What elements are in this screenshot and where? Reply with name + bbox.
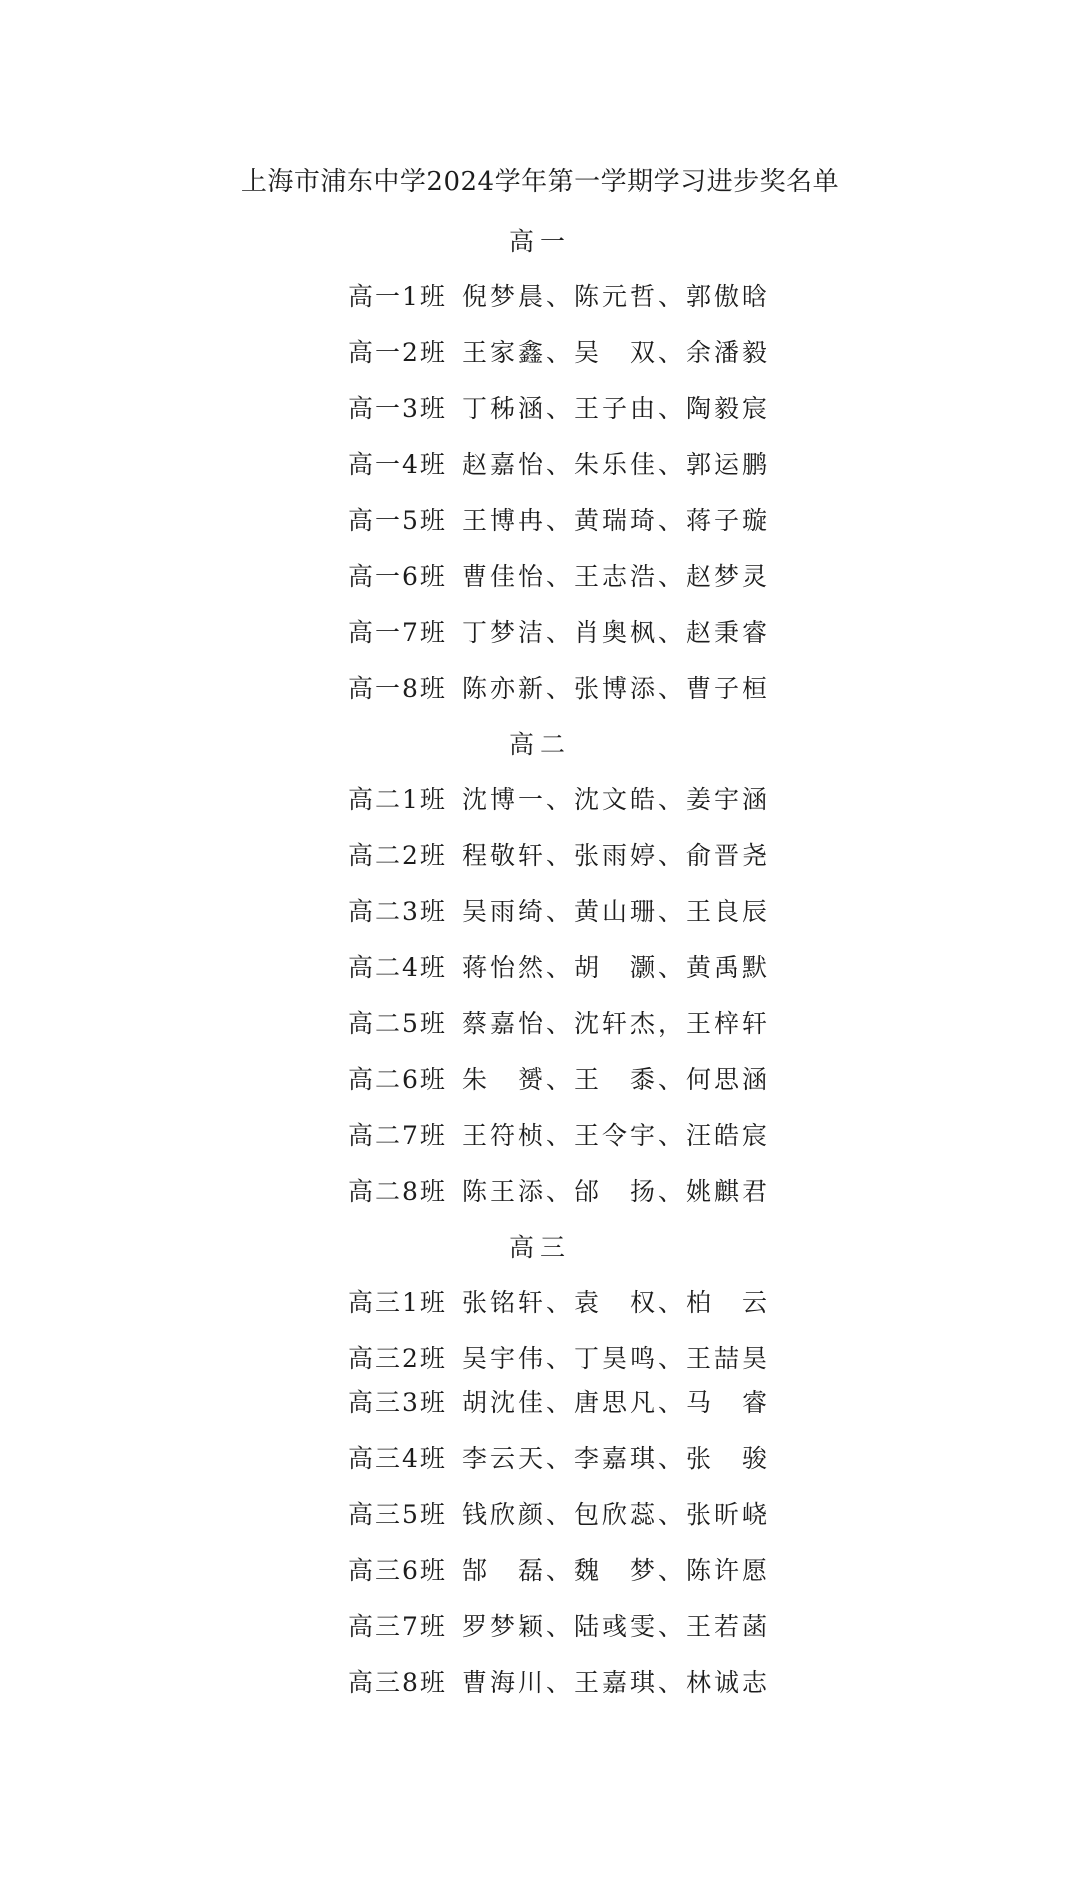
student-names: 吴雨绮、黄山珊、王良辰	[462, 897, 771, 926]
class-label: 高二3班	[348, 897, 447, 926]
class-label: 高三7班	[348, 1612, 447, 1641]
student-names: 郜 磊、魏 梦、陈许愿	[462, 1556, 771, 1585]
student-names: 朱 赟、王 黍、何思涵	[462, 1065, 771, 1094]
class-label: 高三2班	[348, 1344, 447, 1373]
student-names: 蒋怡然、胡 灏、黄禹默	[462, 953, 771, 982]
class-label: 高三1班	[348, 1288, 447, 1317]
class-label: 高一3班	[348, 394, 447, 423]
list-item	[348, 613, 770, 653]
list-item	[348, 445, 770, 485]
list-item	[348, 557, 770, 597]
student-names: 陈亦新、张博添、曹子桓	[462, 674, 771, 703]
class-label: 高一4班	[348, 450, 447, 479]
section-heading: 高二	[508, 730, 571, 759]
list-item	[348, 277, 770, 317]
student-names: 张铭轩、袁 权、柏 云	[462, 1288, 771, 1317]
student-names: 曹海川、王嘉琪、林诚志	[462, 1668, 771, 1697]
list-item	[348, 836, 770, 876]
list-item	[348, 1283, 770, 1323]
document-title: 上海市浦东中学2024学年第一学期学习进步奖名单	[240, 167, 840, 197]
class-label: 高一8班	[348, 674, 447, 703]
student-names: 丁秭涵、王子由、陶毅宸	[462, 394, 771, 423]
class-label: 高二2班	[348, 841, 447, 870]
class-label: 高一7班	[348, 618, 447, 647]
section-heading: 高三	[508, 1233, 571, 1262]
class-label: 高二4班	[348, 953, 447, 982]
list-item	[348, 892, 770, 932]
student-names: 曹佳怡、王志浩、赵梦灵	[462, 562, 771, 591]
list-item	[348, 1551, 770, 1591]
student-names: 王家鑫、吴 双、余潘毅	[462, 338, 771, 367]
student-names: 吴宇伟、丁昊鸣、王喆昊	[462, 1344, 771, 1373]
class-label: 高三3班	[348, 1388, 447, 1417]
student-names: 王博冉、黄瑞琦、蒋子璇	[462, 506, 771, 535]
list-item	[348, 948, 770, 988]
student-names: 程敬轩、张雨婷、俞晋尧	[462, 841, 771, 870]
class-label: 高一5班	[348, 506, 447, 535]
student-names: 沈博一、沈文皓、姜宇涵	[462, 785, 771, 814]
class-label: 高三6班	[348, 1556, 447, 1585]
list-item	[348, 1663, 770, 1703]
list-item	[348, 780, 770, 820]
class-label: 高二1班	[348, 785, 447, 814]
class-label: 高三5班	[348, 1500, 447, 1529]
class-label: 高三4班	[348, 1444, 447, 1473]
student-names: 陈王添、邰 扬、姚麒君	[462, 1177, 771, 1206]
list-item	[348, 1172, 770, 1212]
list-item	[348, 1116, 770, 1156]
student-names: 赵嘉怡、朱乐佳、郭运鹏	[462, 450, 771, 479]
class-label: 高一1班	[348, 282, 447, 311]
student-names: 王符桢、王令宇、汪皓宸	[462, 1121, 771, 1150]
student-names: 罗梦颖、陆彧雯、王若菡	[462, 1612, 771, 1641]
list-item	[348, 333, 770, 373]
section-heading: 高一	[508, 227, 571, 256]
class-label: 高二8班	[348, 1177, 447, 1206]
list-item	[348, 1439, 770, 1479]
student-names: 蔡嘉怡、沈轩杰，王梓轩	[462, 1009, 771, 1038]
list-item	[348, 669, 770, 709]
list-item	[348, 389, 770, 429]
list-item	[348, 1060, 770, 1100]
class-label: 高一2班	[348, 338, 447, 367]
list-item	[348, 1004, 770, 1044]
class-label: 高二6班	[348, 1065, 447, 1094]
list-item	[348, 1607, 770, 1647]
class-label: 高一6班	[348, 562, 447, 591]
list-item	[348, 501, 770, 541]
class-label: 高三8班	[348, 1668, 447, 1697]
list-item	[348, 1495, 770, 1535]
class-label: 高二7班	[348, 1121, 447, 1150]
class-label: 高二5班	[348, 1009, 447, 1038]
student-names: 丁梦洁、肖奥枫、赵秉睿	[462, 618, 771, 647]
student-names: 胡沈佳、唐思凡、马 睿	[462, 1388, 771, 1417]
student-names: 李云天、李嘉琪、张 骏	[462, 1444, 771, 1473]
list-item	[348, 1383, 770, 1423]
student-names: 钱欣颜、包欣蕊、张昕峣	[462, 1500, 771, 1529]
student-names: 倪梦晨、陈元哲、郭傲晗	[462, 282, 771, 311]
list-item	[348, 1339, 770, 1379]
